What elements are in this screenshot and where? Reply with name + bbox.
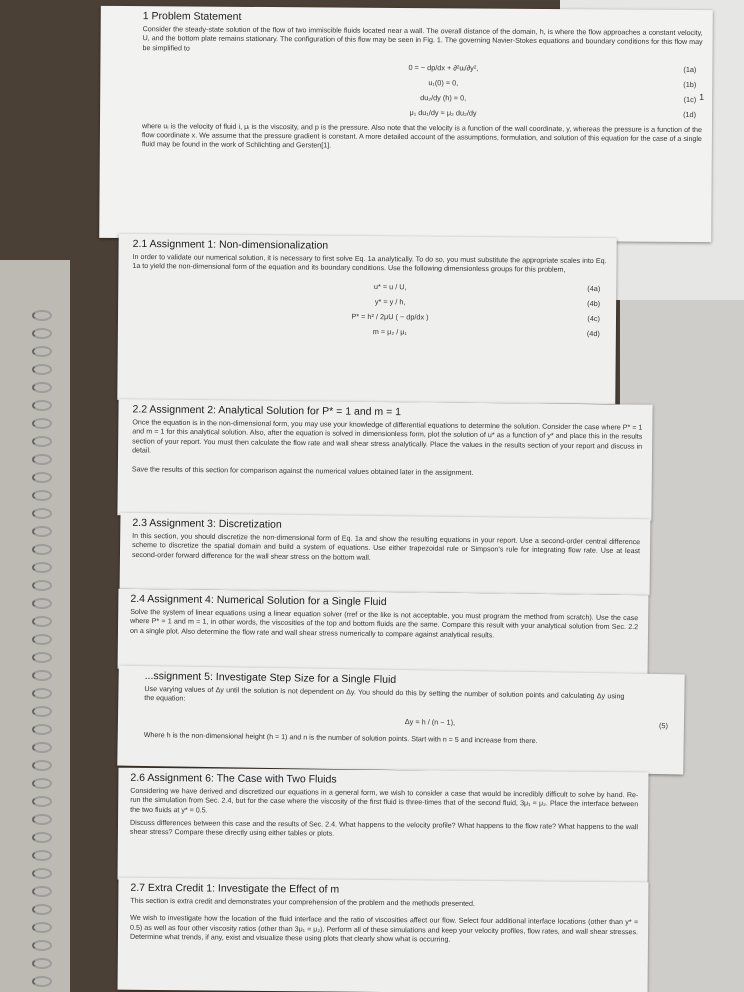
equation: du₂/dy (h) = 0, (1c) (420, 92, 697, 104)
assignment4-strip (118, 589, 649, 675)
equation: P* = h² / 2μU ( − dp/dx ) (4c) (351, 311, 601, 323)
paragraph: Considering we have derived and discretized our equations in a general form, we wish to consider a case that would be incredibly difficult to solve by hand. Re-run the simulation from Sec. 2.4, but for the case where the viscosity of the first fluid is three-times that of the second fluid, 3μ₁ = μ₂. Place the interface between the two fluids at y* = 0.5. (130, 786, 639, 815)
paragraph: Solve the system of linear equations using a linear equation solver (rref or the like is not acceptable, you must program the method from scratch). Use the case where P* = 1 and m = 1, in other words, the viscosities of the top and bottom fluids are the same. Compare this result with your analytical solution from Sec. 2.2 on a single plot. Also determine the flow rate and wall shear stress numerically to compare against analytical results. (129, 607, 639, 639)
assignment3-strip (120, 513, 651, 595)
paragraph: We wish to investigate how the location of the fluid interface and the ratio of viscosities affect our flow. Select four additional interface locations (other than y* = 0.5) as well as four other viscosity ratios (other than 3μ₁ = μ₂). Perform all of these simulations and keep your velocity profiles, flow rates, and wall shear stresses. Determine what trends, if any, exist and visualize these using plots that clearly show what is occurring. (129, 914, 639, 944)
paragraph: Discuss differences between this case and the results of Sec. 2.4. What happens to the velocity profile? What happens to the flow rate? What happens to the wall shear stress? Compare these directly using either tables or plots. (129, 818, 639, 838)
assignment5-strip (117, 666, 685, 775)
paragraph: Once the equation is in the non-dimensional form, you may use your knowledge of differential equations to determine the solution. Consider the case where P* = 1 and m = 1 for this analytical solution. Also, after the equation is solved in dimensionless form, plot the solution of u* as a function of y* and place this in the results section of your report. You must then calculate the flow rate and wall shear stress analytically. Place the values in the results section of your report and discuss in detail. (132, 418, 643, 455)
equation: y* = y / h, (4b) (374, 296, 601, 308)
section-title: 2.2 Assignment 2: Analytical Solution for P* = 1 and m = 1 (132, 403, 402, 419)
page-number: 1 (699, 92, 705, 103)
section-title: 2.1 Assignment 1: Non-dimensionalization (132, 237, 329, 252)
equation-list (142, 58, 705, 122)
section-title: 2.6 Assignment 6: The Case with Two Fluids (130, 771, 337, 786)
section-title: ...ssignment 5: Investigate Step Size for a Single Fluid (144, 669, 397, 686)
extra-credit-strip (118, 878, 649, 992)
equation: u₁(0) = 0, (1b) (428, 78, 697, 89)
paragraph: where uᵢ is the velocity of fluid i, μᵢ is the viscosity, and p is the pressure. Also note that the velocity is a function of the wall coordinate, y, whereas the pressure is a function of the flow coordinate x. We assume that the pressure gradient is constant. A more detailed account of the assumptions, formulation, and solution of this equation for the case of a single fluid may be found in the work of Schlichting and Gersten[1]. (141, 122, 702, 150)
equation: u* = u / U, (4a) (373, 281, 601, 293)
paragraph: Consider the steady-state solution of the flow of two immiscible fluids located near a wall. The overall distance of the domain, h, is where the flow approaches a constant velocity, U, and the bottom plate remains stationary. The configuration of this flow may be seen in Fig. 1. The governing Navier-Stokes equations and boundary conditions for this flow may be simplified to (142, 25, 703, 53)
paragraph: Use varying values of Δy until the solution is not dependent on Δy. You should do this by setting the number of solution points and calculating Δy using the equation: (144, 684, 625, 703)
equation: m = μ₂ / μ₁ (4d) (372, 326, 600, 338)
problem-statement-strip (99, 6, 713, 242)
equation: μ₁ du₁/dy = μ₂ du₂/dy (1d) (409, 107, 697, 119)
equation: 0 = − dp/dx + ∂²uᵢ/∂y², (1a) (408, 62, 697, 74)
section-title: 2.4 Assignment 4: Numerical Solution for a Single Fluid (130, 592, 387, 609)
assignment2-strip (117, 399, 652, 521)
section-title: 1 Problem Statement (142, 10, 242, 23)
paragraph: In this section, you should discretize the non-dimensional form of Eq. 1a and show the resulting equations in your report. Use a second-order central difference scheme to discretize the spatial domain and build a system of equations. Use either trapezoidal rule or Simpson's rule for integrating flow rate. Use at least second-order forward difference for the wall shear stress on the bottom wall. (131, 531, 641, 562)
section-title: 2.7 Extra Credit 1: Investigate the Effect of m (130, 881, 340, 896)
equation: Δy = h / (n − 1), (5) (404, 716, 669, 730)
paragraph: Where h is the non-dimensional height (h = 1) and n is the number of solution points. Start with n = 5 and increase from there. (143, 730, 538, 745)
section-title: 2.3 Assignment 3: Discretization (132, 516, 282, 531)
paragraph: This section is extra credit and demonstrates your comprehension of the problem and the methods presented. (130, 896, 475, 908)
assignment1-strip (117, 234, 616, 404)
notebook-spiral (0, 300, 60, 992)
paragraph: In order to validate our numerical solution, it is necessary to first solve Eq. 1a analytically. To do so, you must substitute the appropriate scales into Eq. 1a to yield the non-dimensional form of the equation and its boundary conditions. Use the following dimensionless groups for this problem, (132, 252, 607, 275)
equation-list (132, 277, 607, 341)
paragraph: Save the results of this section for comparison against the numerical values obtained later in the assignment. (131, 465, 474, 478)
assignment6-strip (118, 768, 649, 885)
